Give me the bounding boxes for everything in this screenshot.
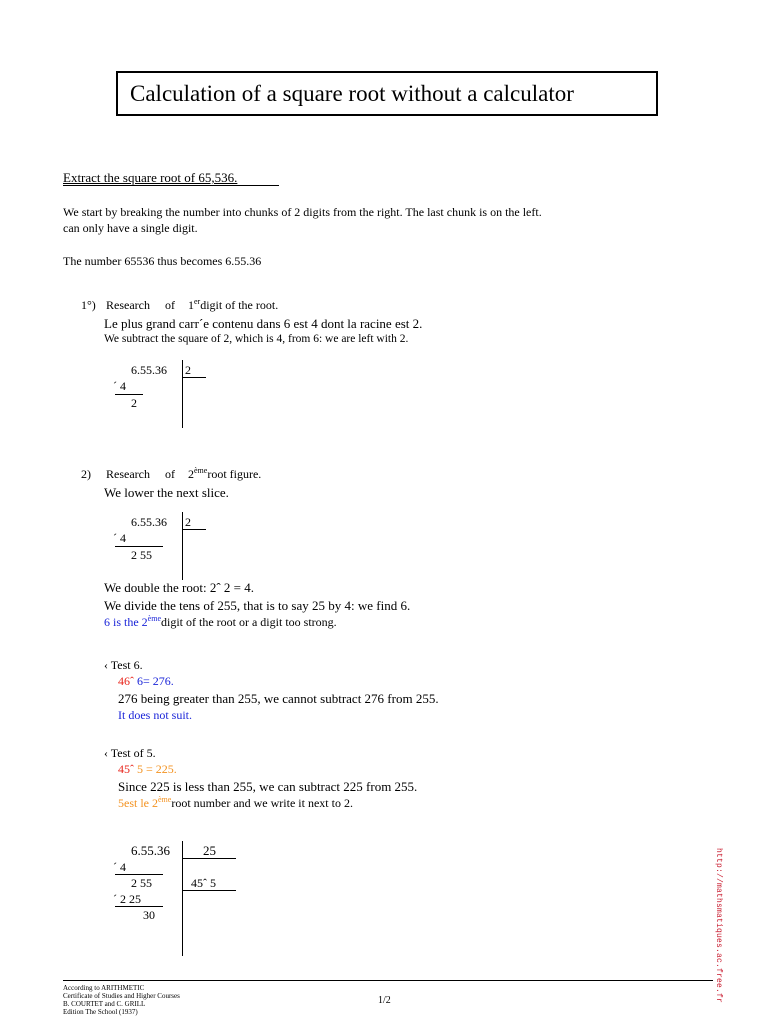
step2-word-research: Research xyxy=(106,467,150,481)
div3-trial-underline xyxy=(182,890,236,891)
site-watermark: http://mathsmatiques.ac.free.fr xyxy=(714,848,723,1004)
intro-line-2: can only have a single digit. xyxy=(63,221,198,235)
step2-title-tail: root figure. xyxy=(207,467,262,481)
step1-title-rest xyxy=(188,298,278,313)
test5-calc xyxy=(118,762,177,777)
test5-calc-red: 45ˆ xyxy=(118,762,134,776)
div3-remainder-1: 2 55 xyxy=(131,876,152,890)
six-is-line xyxy=(104,615,337,630)
step1-line-1: Le plus grand carr´e contenu dans 6 est 4 dont la racine est 2. xyxy=(104,316,423,331)
step2-word-of: of xyxy=(165,467,175,481)
step1-line-2: We subtract the square of 2, which is 4, from 6: we are left with 2. xyxy=(104,333,409,345)
div2-subtract: ´ 4 xyxy=(113,531,126,545)
div2-root-underline xyxy=(182,529,206,530)
footer-rule xyxy=(63,980,713,981)
test5-label: ‹ Test of 5. xyxy=(104,746,156,760)
test5-calc-orange: 5 = 225. xyxy=(134,762,177,776)
div1-root: 2 xyxy=(185,363,191,377)
six-is-rest: digit of the root or a digit too strong. xyxy=(161,615,337,629)
div3-sub-line-1 xyxy=(115,874,163,875)
test6-line-2: 276 being greater than 255, we cannot subtract 276 from 255. xyxy=(118,691,439,706)
div2-vertical-bar xyxy=(182,512,183,580)
div3-sub-line-2 xyxy=(115,906,163,907)
test5-line-3 xyxy=(118,796,353,811)
intro-line-3: The number 65536 thus becomes 6.55.36 xyxy=(63,254,262,268)
step2-ordinal-sup: ème xyxy=(194,466,208,475)
page-title: Calculation of a square root without a calculator xyxy=(130,81,574,106)
step2-title-rest xyxy=(188,467,261,482)
div1-remainder: 2 xyxy=(131,396,137,410)
div1-sub-line xyxy=(115,394,143,395)
div2-sub-line xyxy=(115,546,163,547)
footer-line-1: According to ARITHMETIC xyxy=(63,984,145,992)
test6-label: ‹ Test 6. xyxy=(104,658,143,672)
step2-number: 2) xyxy=(81,467,91,481)
test6-calc-blue: 6= 276. xyxy=(134,674,174,688)
step2-ordinal: 2 xyxy=(188,467,194,481)
test5-verdict-rest: root number and we write it next to 2. xyxy=(171,796,353,810)
div3-root-underline xyxy=(182,858,236,859)
div3-number: 6.55.36 xyxy=(131,843,170,858)
div2-root: 2 xyxy=(185,515,191,529)
div3-remainder-2: 30 xyxy=(143,908,155,922)
footer-line-4: Edition The School (1937) xyxy=(63,1008,138,1016)
footer-line-2: Certificate of Studies and Higher Courses xyxy=(63,992,180,1000)
test5-verdict-orange: 5est le 2 xyxy=(118,796,158,810)
div3-subtract-2: ´ 2 25 xyxy=(113,892,141,906)
div1-number: 6.55.36 xyxy=(131,363,167,377)
six-is-blue: 6 is the 2 xyxy=(104,615,148,629)
test6-line-3 xyxy=(118,708,192,723)
step1-word-research: Research xyxy=(106,298,150,312)
div3-trial: 45ˆ 5 xyxy=(191,876,216,890)
div1-root-underline xyxy=(182,377,206,378)
step1-word-of: of xyxy=(165,298,175,312)
div2-number: 6.55.36 xyxy=(131,515,167,529)
div2-remainder: 2 55 xyxy=(131,548,152,562)
div3-subtract-1: ´ 4 xyxy=(113,860,126,874)
divide-line: We divide the tens of 255, that is to say 25 by 4: we find 6. xyxy=(104,598,411,613)
step1-number: 1°) xyxy=(81,298,96,312)
six-is-sup: ème xyxy=(147,614,161,623)
test6-verdict: It does not suit. xyxy=(118,708,192,722)
title-box xyxy=(116,71,658,116)
heading-underline xyxy=(63,185,279,186)
div1-vertical-bar xyxy=(182,360,183,428)
double-root-line: We double the root: 2ˆ 2 = 4. xyxy=(104,580,254,595)
step2-line-1: We lower the next slice. xyxy=(104,485,229,500)
exercise-heading: Extract the square root of 65,536. xyxy=(63,170,238,185)
test6-calc-red: 46ˆ xyxy=(118,674,134,688)
test5-verdict-sup: ème xyxy=(158,795,172,804)
div1-subtract: ´ 4 xyxy=(113,379,126,393)
intro-line-1: We start by breaking the number into chunks of 2 digits from the right. The last chunk is on the left. xyxy=(63,205,542,219)
step1-ordinal: 1 xyxy=(188,298,194,312)
page-number: 1/2 xyxy=(378,995,391,1006)
test6-calc xyxy=(118,674,174,689)
step1-ordinal-sup: er xyxy=(194,297,201,306)
footer-line-3: B. COURTET and C. GRILL xyxy=(63,1000,146,1008)
div3-root: 25 xyxy=(203,843,216,858)
test5-line-2: Since 225 is less than 255, we can subtract 225 from 255. xyxy=(118,779,418,794)
step1-title-tail: digit of the root. xyxy=(200,298,279,312)
